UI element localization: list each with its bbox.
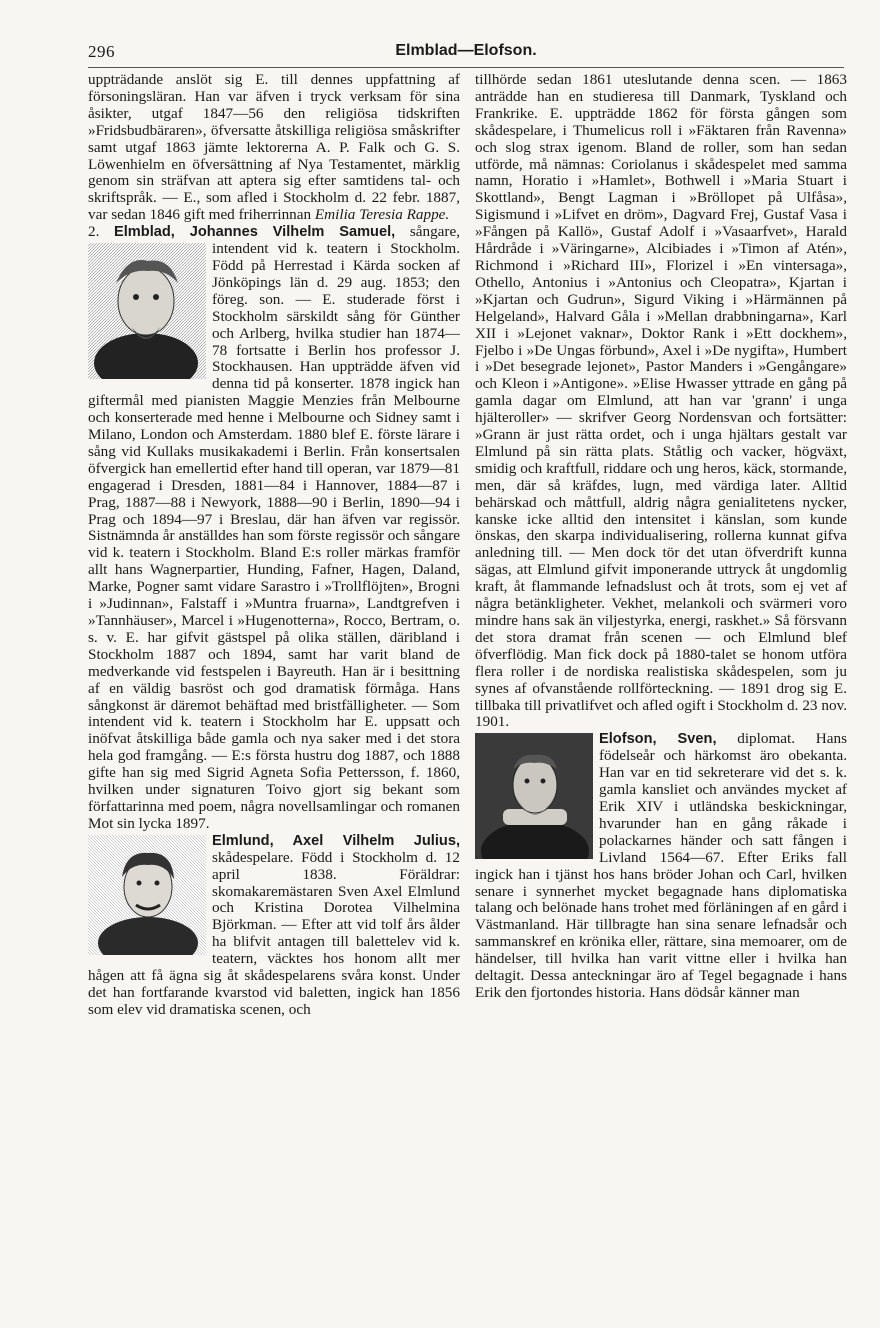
- paragraph-text: uppträdande anslöt sig E. till dennes uppfattning af försoningsläran. Han var äfven i tryck verksam för sina åsikter, utgaf 1847—56 den religiösa tidskriften »Fridsbudbäraren», öfversatte åtskilliga religiösa småskrifter samt utgaf 1863 jämte lektorerna A. P. Falk och G. S. Löwenhielm en öfversättning af Nya Testamentet, märklig genom sin sträfvan att aptera sig efter samtidens tal- och skriftspråk. — E., som afled i Stockholm d. 22 febr. 1887, var sedan 1846 gift med friherrinnan: [88, 71, 460, 224]
- portrait-elmblad-icon: [88, 243, 206, 379]
- portrait-elofson-icon: [475, 733, 593, 859]
- running-head: Elmblad—Elofson.: [395, 42, 537, 59]
- left-column: [88, 72, 460, 1019]
- entry-elmlund: [88, 833, 460, 1019]
- spouse-name: Emilia Teresia Rappe.: [314, 206, 450, 224]
- entry-continued: [475, 72, 847, 731]
- right-column: [475, 72, 847, 1002]
- entry-elmblad: [88, 224, 460, 833]
- entry-headword: Elmlund, Axel Vilhelm Julius,: [212, 832, 460, 849]
- entry-text: sångare, intendent vid k. teatern i Stockholm. Född på Herrestad i Kärda socken af Jönköpings län d. 29 aug. 1853; den föreg. son. — E. studerade först i Stockholm särskildt sång för Günther och Arlberg, hvilka studier han 1874—78 fortsatte i Berlin hos professor J. Stockhausen. Han uppträdde äfven vid denna tid på konserter. 1878 ingick han giftermål med pianisten Maggie Menzies från Melbourne och konserterade med henne i Melbourne och Sidney samt i Milano, London och Amsterdam. 1880 blef E. förste lärare i sång vid Kullaks musikakademi i Berlin. Från konsertsalen öfvergick han emellertid efter hand till operan, var 1879—81 engagerad i Dresden, 1881—84 i Hannover, 1884—87 i Prag, 1887—88 i Newyork, 1888—90 i Berlin, 1890—94 i Prag och 1894—97 i Breslau, där han äfven var regissör. Sistnämnda år anställdes han som förste regissör och sångare vid k. teatern i Stockholm. Bland E:s roller märkas framför allt hans Wagnerpartier, Hunding, Fafner, Hagen, Daland, Marke, Pogner samt vidare Sarastro i »Trollflöjten», Brogni i »Judinnan», Falstaff i »Muntra fruarna», Landtgrefven i »Tannhäuser», Marcel i »Hugenotterna», Rocco, Bertram, o. s. v. E. har gifvit gästspel på olika ställen, däribland i Stockholm 1887 och 1894, samt har varit bland de medverkande vid festspelen i Bayreuth. Han är i besittning af en väldig basröst och god dramatisk förmåga. Hans sångkonst är däremot behäftad med bristfälligheter. — Som intendent vid k. teatern i Stockholm har E. uppsatt och inöfvat åtskilliga både gamla och nya saker med i det stora hela god framgång. — E:s första hustru dog 1887, och 1888 gifte han sig med Sigrid Agneta Sofia Pettersson, f. 1860, hvilken under signaturen Toivo gjort sig bekant som författarinna med poem, några novellsamlingar och romanen Mot sin lycka 1897.: [88, 223, 460, 832]
- entry-text: diplomat. Hans födelseår och härkomst äro obekanta. Han var en tid sekreterare vid det s. k. gamla kansliet och användes mycket af Erik XIV i utländska beskickningar, hvarunder han en gång råkade i polackarnes händer och satt fången i Livland 1564—67. Efter Eriks fall ingick han i tjänst hos hans bröder Johan och Carl, hvilken senare i synnerhet mycket begagnade hans diplomatiska talang och belönade hans trohet med förläningen af en gård i Västmanland. Här tillbragte han sina senare lefnadsår och sammanskref en krönika eller, rättare, sina memoarer, om de händelser, till hvilka han varit vittne eller i hvilka han deltagit. Dessa anteckningar äro af Tegel begagnade i hans Erik den fjortondes historia. Hans dödsår känner man: [475, 730, 847, 1001]
- entry-headword: Elofson, Sven,: [599, 731, 717, 748]
- portrait-elmlund-icon: [88, 835, 206, 955]
- paragraph-continued: [88, 72, 460, 224]
- entry-headword: Elmblad, Johannes Vilhelm Samuel,: [114, 224, 396, 241]
- page-header: [88, 42, 844, 66]
- entry-number: 2.: [88, 223, 100, 241]
- header-rule: [88, 67, 844, 68]
- entry-text: skådespelare. Född i Stockholm d. 12 april 1838. Föräldrar: skomakaremästaren Sven Axel Elmlund och Kristina Dorotea Vilhelmina Björkman. — Efter att vid tolf års ålder ha blifvit antagen till balettelev vid k. teatern, väcktes hos honom allt mer hågen att få ägna sig åt skådespelarens svåra konst. Under det han fortfarande kvarstod vid baletten, ingick han 1856 som elev vid dramatiska scenen, och: [88, 848, 460, 1018]
- page-number: 296: [88, 42, 115, 61]
- entry-elofson: [475, 731, 847, 1002]
- paragraph-text: tillhörde sedan 1861 uteslutande denna scen. — 1863 anträdde han en studieresa till Danmark, Tyskland och Frankrike. E. uppträdde 1862 för första gången som skådespelare, i Thumelicus roll i »Fäktaren från Ravenna» och slog strax igenom. Bland de roller, som han sedan utförde, må nämnas: Coriolanus i skådespelet med samma namn, Horatio i »Hamlet», Bothwell i »Maria Stuart i Skottland», Bengt Lagman i »Bröllopet på Ulfåsa», Sigismund i »Lifvet en dröm», Dagvard Frej, Gustaf Vasa i »Fången på Kallö», Gustaf Adolf i »Vasaarfvet», Harald Hårdråde i »Väringarne», Alcibiades i »Timon af Atén», Richmond i »Richard III», Florizel i »En vintersaga», Othello, Antonius i »Antonius och Cleopatra», Kjartan i »Kjartan och Gudrun», Sigurd Viking i »Härmännen på Helgeland», Halvard Gåla i »Mellan drabbningarna», Karl XII i »Lejonet vaknar», Doktor Rank i »Ett dockhem», Fjelbo i »De Ungas förbund», Axel i »De nygifta», Humbert i »Det besegrade lejonet», Pastor Manders i »Gengångare» och Kleon i »Antigone». »Elise Hwasser yttrade en gång på gamla dagar om Elmlund, att han var 'grann' i unga hjälteroller» — skrifver Georg Nordensvan och fortsätter: »Grann är just rätta ordet, och i unga hjältars gestalt var Elmlund på sin rätta plats. Ståtlig och vacker, högväxt, smidig och kraftfull, riddare och ung heros, käck, stormande, men, där så kräfdes, lugn, med värdiga later. Alltid behärskad och måttfull, aldrig några genialitetens nycker, kanske icke alltid den intensitet i känslan, som kunde önskas, den skarpa individualisering, rollerna kunnat gifva anledning till. — Men dock tör det utan öfverdrift kunna sägas, att Elmlund gifvit imponerande uttryck åt ungdomlig kraft, åt flammande lefnadslust och åt trots, som ej vet af några betänkligheter. Vekhet, melankoli och svärmeri voro mindre hans sak än viljestyrka, energi, raskhet.» Så försvann det stora dramat från scenen — och Elmlund blef öfverflödig. Man fick dock på 1880-talet se honom utföra flera roller i de nordiska realistiska skådespelen, som ju synes af ofvanstående rollförteckning. — 1891 drog sig E. tillbaka till privatlifvet och afled ogift i Stockholm d. 23 nov. 1901.: [475, 71, 847, 731]
